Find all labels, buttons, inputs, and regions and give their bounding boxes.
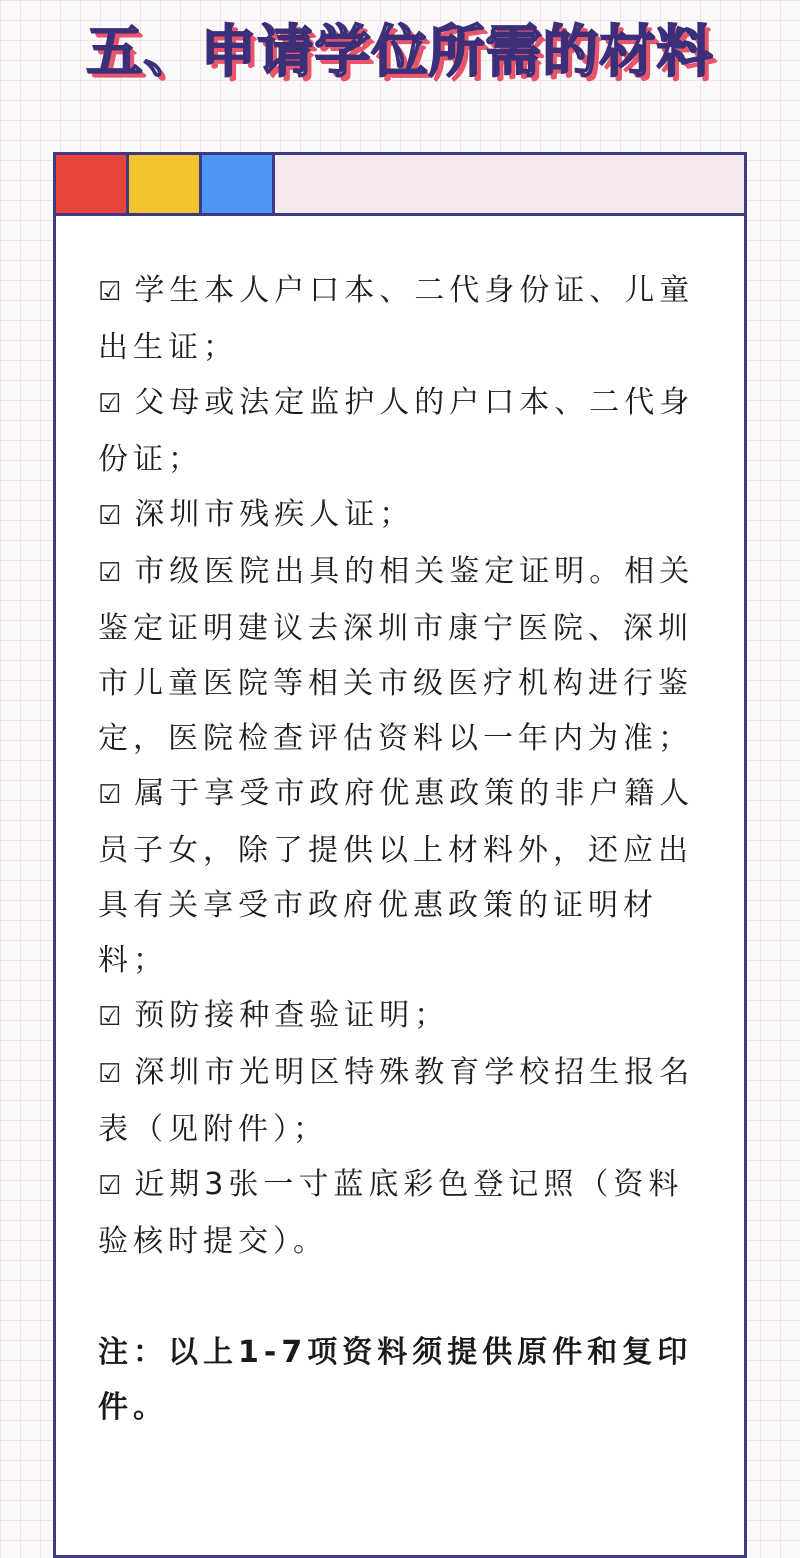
checkbox-icon: ☑ [98, 1171, 127, 1201]
item-text: 市级医院出具的相关鉴定证明。相关鉴定证明建议去深圳市康宁医院、深圳市儿童医院等相关市级医疗机构进行鉴定，医院检查评估资料以一年内为准； [98, 554, 695, 756]
item-text: 属于享受市政府优惠政策的非户籍人员子女，除了提供以上材料外，还应出具有关享受市政府优惠政策的证明材料； [98, 776, 695, 978]
list-item [98, 544, 718, 766]
item-text: 父母或法定监护人的户口本、二代身份证； [98, 385, 695, 477]
item-text: 深圳市光明区特殊教育学校招生报名表（见附件）； [98, 1055, 695, 1147]
item-text: 近期3张一寸蓝底彩色登记照（资料验核时提交）。 [98, 1167, 684, 1259]
item-text: 深圳市残疾人证； [134, 497, 415, 532]
checkbox-icon: ☑ [98, 389, 127, 419]
list-item [98, 263, 718, 375]
materials-list [98, 263, 718, 1465]
blue-swatch [202, 155, 275, 213]
yellow-swatch [129, 155, 202, 213]
list-item [98, 988, 718, 1045]
card-header [56, 155, 744, 216]
checkbox-icon: ☑ [98, 558, 127, 588]
item-text: 学生本人户口本、二代身份证、儿童出生证； [98, 273, 695, 365]
checkbox-icon: ☑ [98, 501, 127, 531]
checkbox-icon: ☑ [98, 1059, 127, 1089]
list-item [98, 375, 718, 487]
item-text: 预防接种查验证明； [134, 998, 450, 1033]
materials-card [53, 152, 747, 1558]
red-swatch [56, 155, 129, 213]
list-item [98, 766, 718, 988]
checkbox-icon: ☑ [98, 780, 127, 810]
checkbox-icon: ☑ [98, 277, 127, 307]
page-title: 五、申请学位所需的材料 [86, 20, 714, 85]
list-item [98, 1157, 718, 1269]
note-text: 注：以上1-7项资料须提供原件和复印件。 [98, 1335, 693, 1425]
checkbox-icon: ☑ [98, 1002, 127, 1032]
list-item [98, 487, 718, 544]
list-item [98, 1045, 718, 1157]
